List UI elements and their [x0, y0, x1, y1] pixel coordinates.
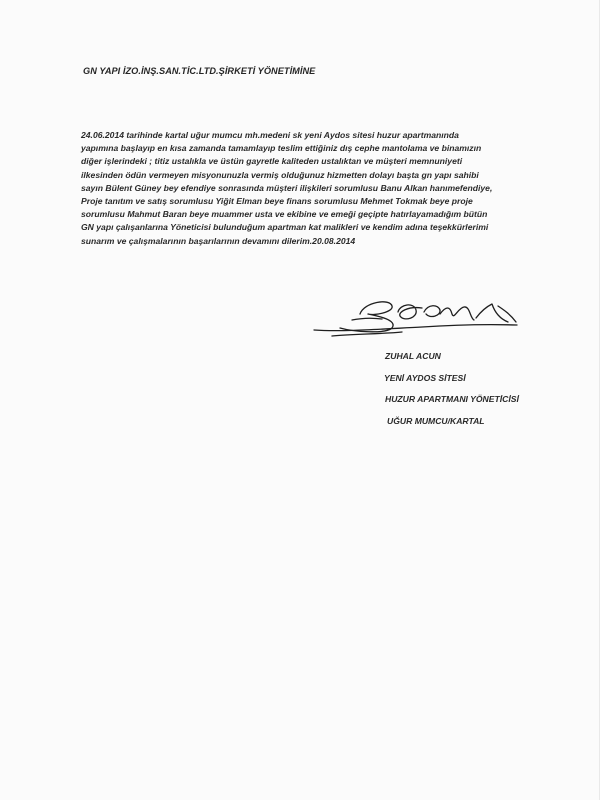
signer-location: UĞUR MUMCU/KARTAL	[387, 415, 485, 426]
letter-body	[81, 129, 551, 248]
letter-body-line: GN yapı çalışanlarına Yöneticisi bulunduğum apartman kat malikleri ve kendim adına teşekkürlerimi	[81, 222, 489, 233]
letter-body-line: yapımına başlayıp en kısa zamanda tamamlayıp teslim ettiğiniz dış cephe mantolama ve binamızın	[81, 143, 482, 154]
letter-body-line: sunarım ve çalışmalarının başarılarının devamını dilerim.20.08.2014	[81, 235, 356, 246]
letter-body-line: sorumlusu Mahmut Baran beye muammer usta ve ekibine ve emeği geçipte hatırlayamadığım bütün	[81, 209, 488, 220]
letter-body-line: Proje tanıtım ve satış sorumlusu Yiğit Elman beye finans sorumlusu Mehmet Tokmak beye proje	[81, 195, 473, 206]
letter-body-line: sayın Bülent Güney bey efendiye sonrasında müşteri ilişkileri sorumlusu Banu Alkan hanımefendiye,	[81, 182, 493, 193]
letter-body-line: 24.06.2014 tarihinde kartal uğur mumcu mh.medeni sk yeni Aydos sitesi huzur apartmanında	[81, 130, 459, 140]
signer-site: YENİ AYDOS SİTESİ	[384, 372, 466, 383]
handwritten-signature	[312, 292, 522, 338]
signer-role: HUZUR APARTMANI YÖNETİCİSİ	[385, 394, 519, 404]
letter-body-line: ilkesinden ödün vermeyen misyonunuzla vermiş olduğunuz hizmetten dolayı başta gn yapı sahibi	[81, 169, 479, 180]
letter-body-line: diğer işlerindeki ; titiz ustalıkla ve üstün gayretle kaliteden ustalıktan ve müşteri memnuniyeti	[81, 156, 463, 167]
letter-heading: GN YAPI İZO.İNŞ.SAN.TİC.LTD.ŞİRKETİ YÖNETİMİNE	[83, 66, 316, 76]
signature-block	[382, 349, 519, 435]
signer-name: ZUHAL ACUN	[385, 351, 441, 361]
